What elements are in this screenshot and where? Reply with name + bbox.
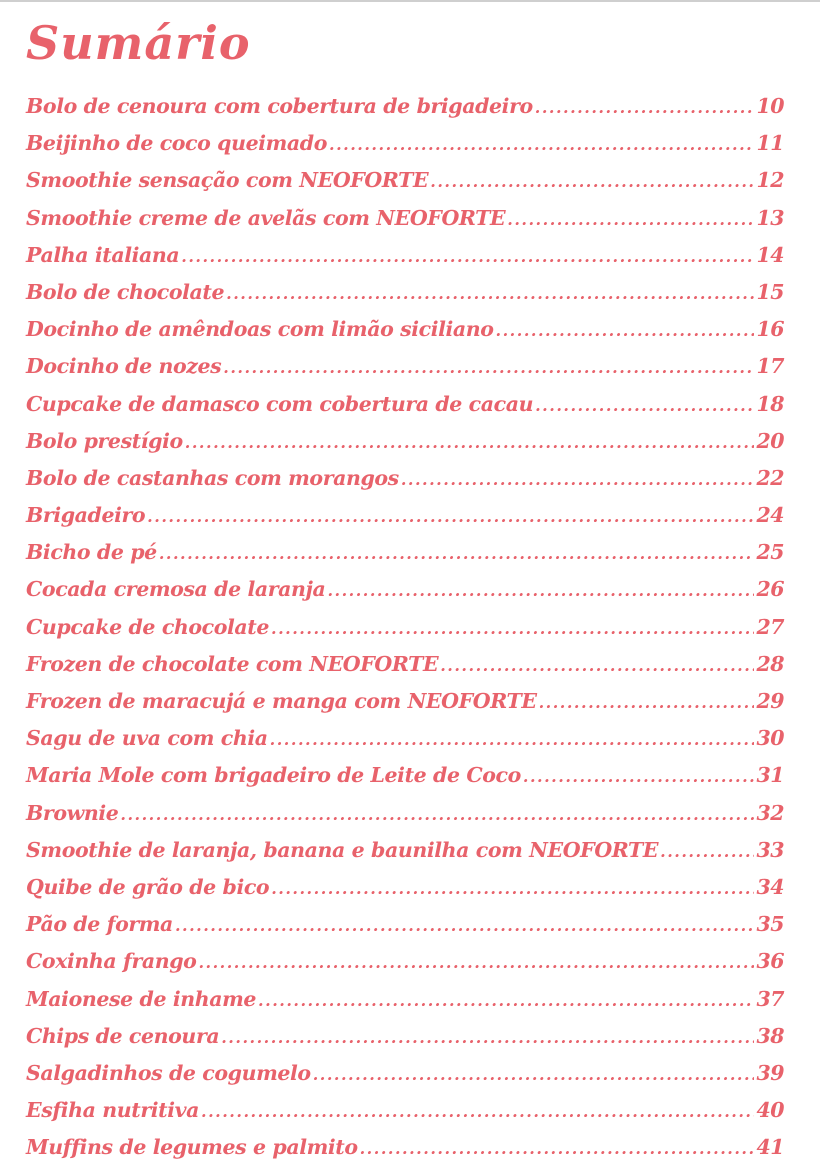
toc-entry-label: Brigadeiro [26, 503, 146, 528]
dot-leader [147, 498, 754, 535]
toc-entry-label: Smoothie sensação com NEOFORTE [26, 168, 429, 193]
toc-entry[interactable] [26, 386, 784, 423]
dot-leader [181, 238, 754, 275]
toc-entry-label: Quibe de grão de bico [26, 874, 270, 899]
dot-leader [175, 907, 755, 944]
dot-leader [327, 572, 754, 609]
toc-entry-page-number: 35 [756, 912, 784, 937]
toc-entry-label: Docinho de amêndoas com limão siciliano [26, 317, 494, 342]
toc-entry-label: Bicho de pé [26, 540, 157, 565]
toc-entry[interactable] [26, 497, 784, 534]
toc-entry-page-number: 33 [756, 837, 784, 862]
toc-entry[interactable] [26, 869, 784, 906]
toc-entry-label: Frozen de maracujá e manga com NEOFORTE [26, 689, 537, 713]
dot-leader [660, 833, 754, 870]
toc-entry[interactable] [26, 200, 784, 237]
dot-leader [221, 1019, 754, 1056]
dot-leader [201, 1093, 754, 1130]
dot-leader [401, 461, 755, 498]
toc-entry[interactable] [26, 162, 784, 199]
toc-list [26, 88, 784, 1166]
toc-entry-page-number: 22 [756, 465, 784, 490]
toc-entry[interactable] [26, 609, 784, 646]
toc-entry-label: Sagu de uva com chia [26, 726, 268, 751]
toc-entry[interactable] [26, 981, 784, 1018]
toc-entry[interactable] [26, 274, 784, 311]
toc-entry-label: Brownie [26, 800, 119, 825]
toc-entry-label: Bolo prestígio [26, 428, 183, 453]
toc-entry-label: Esfiha nutritiva [26, 1098, 200, 1123]
dot-leader [523, 758, 755, 795]
toc-entry-page-number: 31 [756, 763, 784, 788]
dot-leader [271, 870, 754, 907]
toc-entry-page-number: 40 [756, 1098, 784, 1123]
toc-entry-label: Pão de forma [26, 912, 173, 937]
toc-entry-label: Muffins de legumes e palmito [26, 1135, 358, 1160]
toc-entry-page-number: 26 [756, 577, 784, 602]
table-of-contents-page [26, 0, 786, 1160]
toc-entry-label: Chips de cenoura [26, 1023, 220, 1048]
dot-leader [226, 275, 754, 312]
toc-entry[interactable] [26, 423, 784, 460]
dot-leader [360, 1130, 755, 1167]
toc-entry-page-number: 10 [756, 94, 784, 118]
dot-leader [535, 89, 755, 126]
toc-entry[interactable] [26, 943, 784, 980]
toc-entry[interactable] [26, 795, 784, 832]
toc-entry-label: Cocada cremosa de laranja [26, 577, 326, 602]
dot-leader [507, 201, 754, 238]
toc-entry-page-number: 29 [756, 689, 784, 713]
dot-leader [270, 721, 755, 758]
toc-entry-page-number: 38 [756, 1023, 784, 1048]
toc-entry-page-number: 17 [756, 354, 784, 379]
toc-entry-page-number: 32 [756, 800, 784, 825]
toc-entry-page-number: 25 [756, 540, 784, 565]
dot-leader [223, 349, 754, 386]
toc-entry-label: Bolo de chocolate [26, 279, 225, 304]
toc-entry[interactable] [26, 1129, 784, 1166]
toc-entry-label: Maria Mole com brigadeiro de Leite de Coco [26, 763, 521, 788]
page-title: Sumário [26, 16, 251, 70]
dot-leader [496, 312, 755, 349]
dot-leader [159, 535, 755, 572]
toc-entry[interactable] [26, 348, 784, 385]
toc-entry-label: Cupcake de damasco com cobertura de cacau [26, 391, 534, 416]
dot-leader [185, 424, 755, 461]
toc-entry-label: Coxinha frango [26, 949, 197, 974]
toc-entry-page-number: 36 [756, 949, 784, 974]
toc-entry[interactable] [26, 125, 784, 162]
toc-entry-page-number: 34 [756, 874, 784, 899]
toc-entry[interactable] [26, 88, 784, 125]
toc-entry-page-number: 24 [756, 503, 784, 528]
toc-entry-label: Bolo de cenoura com cobertura de brigadeiro [26, 94, 533, 118]
toc-entry-page-number: 30 [756, 726, 784, 751]
toc-entry-page-number: 18 [756, 391, 784, 416]
toc-entry[interactable] [26, 683, 784, 720]
dot-leader [430, 163, 754, 200]
toc-entry[interactable] [26, 1018, 784, 1055]
toc-entry[interactable] [26, 460, 784, 497]
dot-leader [258, 982, 754, 1019]
toc-entry-label: Beijinho de coco queimado [26, 131, 327, 156]
toc-entry[interactable] [26, 237, 784, 274]
toc-entry[interactable] [26, 571, 784, 608]
toc-entry-page-number: 20 [756, 428, 784, 453]
toc-entry-page-number: 14 [756, 242, 784, 267]
toc-entry-label: Cupcake de chocolate [26, 614, 270, 639]
toc-entry[interactable] [26, 1055, 784, 1092]
toc-entry-page-number: 41 [756, 1135, 784, 1160]
toc-entry-label: Maionese de inhame [26, 986, 257, 1011]
toc-entry[interactable] [26, 757, 784, 794]
toc-entry-label: Docinho de nozes [26, 354, 222, 379]
toc-entry-page-number: 12 [756, 168, 784, 193]
toc-entry[interactable] [26, 906, 784, 943]
toc-entry-label: Bolo de castanhas com morangos [26, 465, 399, 490]
toc-entry-label: Smoothie de laranja, banana e baunilha com NEOFORTE [26, 837, 659, 862]
dot-leader [440, 647, 754, 684]
toc-entry-page-number: 16 [756, 317, 784, 342]
toc-entry-page-number: 13 [756, 205, 784, 230]
toc-entry-page-number: 27 [756, 614, 784, 639]
toc-entry-page-number: 28 [756, 651, 784, 676]
toc-entry-page-number: 37 [756, 986, 784, 1011]
toc-entry[interactable] [26, 311, 784, 348]
dot-leader [535, 387, 754, 424]
toc-entry-label: Frozen de chocolate com NEOFORTE [26, 651, 439, 676]
toc-entry[interactable] [26, 534, 784, 571]
toc-entry-label: Smoothie creme de avelãs com NEOFORTE [26, 205, 506, 230]
dot-leader [329, 126, 754, 163]
toc-entry-label: Palha italiana [26, 242, 180, 267]
toc-entry-page-number: 11 [756, 131, 784, 156]
toc-entry-page-number: 15 [756, 279, 784, 304]
dot-leader [539, 684, 755, 721]
toc-entry-page-number: 39 [756, 1060, 784, 1085]
toc-entry-label: Salgadinhos de cogumelo [26, 1060, 311, 1085]
dot-leader [120, 796, 754, 833]
dot-leader [313, 1056, 755, 1093]
toc-entry[interactable] [26, 1092, 784, 1129]
dot-leader [198, 944, 754, 981]
toc-entry[interactable] [26, 646, 784, 683]
toc-entry[interactable] [26, 832, 784, 869]
dot-leader [271, 610, 754, 647]
toc-entry[interactable] [26, 720, 784, 757]
